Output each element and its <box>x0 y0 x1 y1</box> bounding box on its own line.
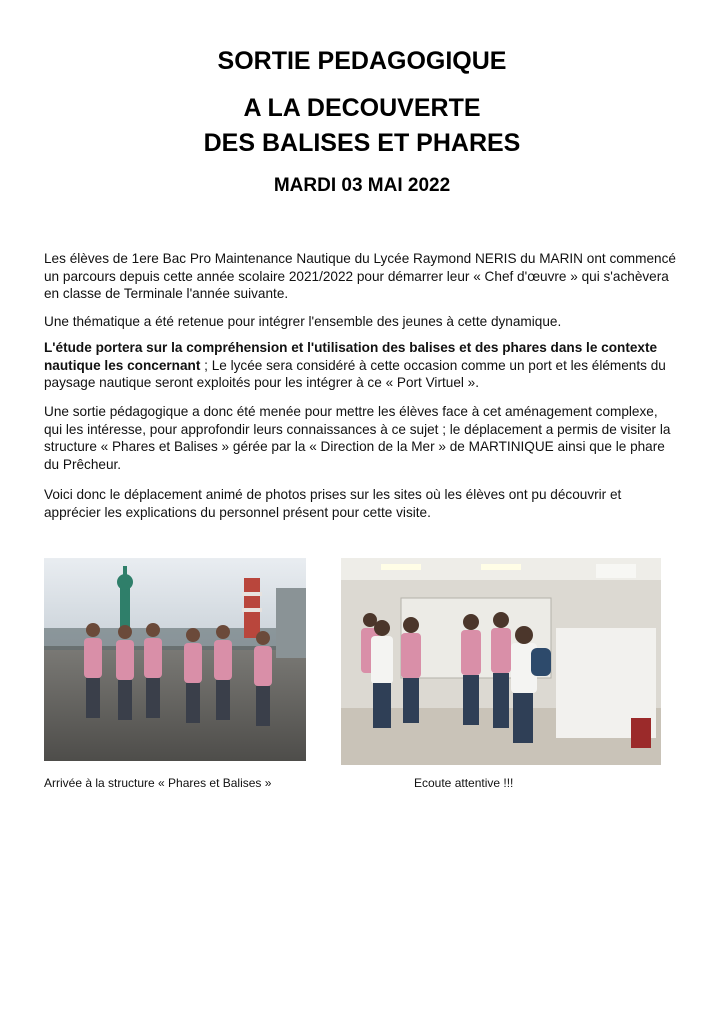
photo-caption-listening: Ecoute attentive !!! <box>414 776 514 790</box>
paragraph-study <box>44 339 678 392</box>
paragraph-theme: Une thématique a été retenue pour intégrer l'ensemble des jeunes à cette dynamique. <box>44 314 562 329</box>
paragraph-outing: Une sortie pédagogique a donc été menée pour mettre les élèves face à cet aménagement complexe, qui les intéresse, pour approfondir leurs connaissances à ce sujet ; le déplacement a permis de visiter la structure « Phares et Balises » gérée par la « Direction de la Mer » de MARTINIQUE ainsi que le phare du Prêcheur. <box>44 404 671 472</box>
paragraph-intro: Les élèves de 1ere Bac Pro Maintenance Nautique du Lycée Raymond NERIS du MARIN ont commencé un parcours depuis cette année scolaire 2021/2022 pour démarrer leur « Chef d'œuvre » qui s'achèvera en classe de Terminale l'année suivante. <box>44 251 676 301</box>
photo-arrival <box>44 558 306 761</box>
photo-caption-arrival: Arrivée à la structure « Phares et Balises » <box>44 776 272 790</box>
paragraph-study-rest: ; Le lycée sera considéré à cette occasion comme un port et les éléments du paysage nautique seront exploités pour les intégrer à ce « Port Virtuel ». <box>44 357 666 390</box>
paragraph-study-bold: L'étude portera sur la compréhension et l'utilisation des balises et des phares dans le contexte nautique les concernant <box>44 340 658 373</box>
title-line-3: DES BALISES ET PHARES <box>203 129 521 157</box>
event-date: MARDI 03 MAI 2022 <box>273 175 451 196</box>
paragraph-photos: Voici donc le déplacement animé de photos prises sur les sites où les élèves ont pu découvrir et apprécier les explications du personnel présent pour cette visite. <box>44 487 622 520</box>
title-line-2: A LA DECOUVERTE <box>243 94 481 122</box>
photo-listening <box>341 558 661 765</box>
title-line-1: SORTIE PEDAGOGIQUE <box>217 47 507 75</box>
